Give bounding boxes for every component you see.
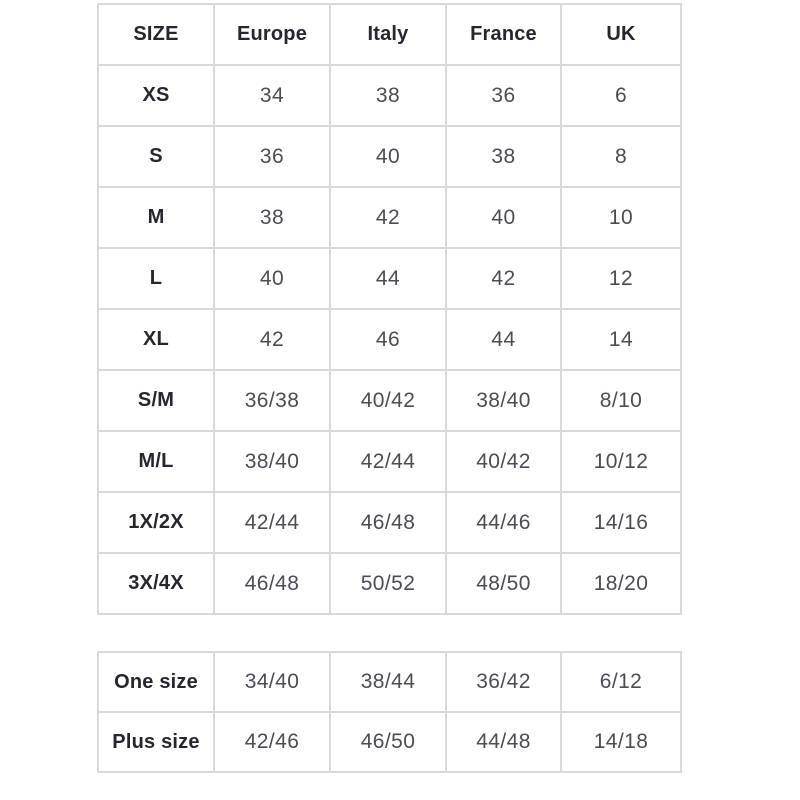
value-cell: 36 [214, 126, 330, 187]
value-cell: 46/48 [214, 553, 330, 614]
size-label: L [98, 248, 214, 309]
value-cell: 42 [446, 248, 561, 309]
value-cell: 10 [561, 187, 681, 248]
table-row-sm [98, 370, 681, 431]
value-cell: 38/40 [214, 431, 330, 492]
size-conversion-table [97, 3, 682, 615]
header-row [98, 4, 681, 65]
column-header-size: SIZE [98, 4, 214, 65]
value-cell: 50/52 [330, 553, 446, 614]
value-cell: 6 [561, 65, 681, 126]
value-cell: 34 [214, 65, 330, 126]
column-header-france: France [446, 4, 561, 65]
value-cell: 38/44 [330, 652, 446, 712]
value-cell: 42 [330, 187, 446, 248]
value-cell: 38 [330, 65, 446, 126]
value-cell: 36/42 [446, 652, 561, 712]
value-cell: 12 [561, 248, 681, 309]
size-label: M/L [98, 431, 214, 492]
value-cell: 48/50 [446, 553, 561, 614]
value-cell: 40/42 [330, 370, 446, 431]
table-row-one-size [98, 652, 681, 712]
value-cell: 14 [561, 309, 681, 370]
size-label: 3X/4X [98, 553, 214, 614]
value-cell: 8/10 [561, 370, 681, 431]
table-row-plus-size [98, 712, 681, 772]
value-cell: 40/42 [446, 431, 561, 492]
column-header-italy: Italy [330, 4, 446, 65]
value-cell: 40 [446, 187, 561, 248]
value-cell: 44/46 [446, 492, 561, 553]
table-row-s [98, 126, 681, 187]
table-row-xs [98, 65, 681, 126]
value-cell: 6/12 [561, 652, 681, 712]
value-cell: 38/40 [446, 370, 561, 431]
value-cell: 42 [214, 309, 330, 370]
table-row-3x4x [98, 553, 681, 614]
value-cell: 10/12 [561, 431, 681, 492]
column-header-uk: UK [561, 4, 681, 65]
value-cell: 42/46 [214, 712, 330, 772]
size-label: 1X/2X [98, 492, 214, 553]
size-label: Plus size [98, 712, 214, 772]
size-label: M [98, 187, 214, 248]
size-label: XL [98, 309, 214, 370]
value-cell: 8 [561, 126, 681, 187]
value-cell: 44 [446, 309, 561, 370]
table-row-xl [98, 309, 681, 370]
value-cell: 36/38 [214, 370, 330, 431]
value-cell: 44/48 [446, 712, 561, 772]
value-cell: 46/48 [330, 492, 446, 553]
table-row-m [98, 187, 681, 248]
value-cell: 14/18 [561, 712, 681, 772]
table-row-ml [98, 431, 681, 492]
value-cell: 46/50 [330, 712, 446, 772]
value-cell: 40 [214, 248, 330, 309]
value-cell: 46 [330, 309, 446, 370]
size-label: S [98, 126, 214, 187]
value-cell: 14/16 [561, 492, 681, 553]
value-cell: 34/40 [214, 652, 330, 712]
column-header-europe: Europe [214, 4, 330, 65]
value-cell: 36 [446, 65, 561, 126]
value-cell: 44 [330, 248, 446, 309]
table-row-l [98, 248, 681, 309]
size-label: One size [98, 652, 214, 712]
value-cell: 38 [446, 126, 561, 187]
size-label: S/M [98, 370, 214, 431]
value-cell: 42/44 [330, 431, 446, 492]
table-row-1x2x [98, 492, 681, 553]
special-sizes-table [97, 651, 682, 773]
value-cell: 40 [330, 126, 446, 187]
size-label: XS [98, 65, 214, 126]
value-cell: 42/44 [214, 492, 330, 553]
value-cell: 38 [214, 187, 330, 248]
value-cell: 18/20 [561, 553, 681, 614]
